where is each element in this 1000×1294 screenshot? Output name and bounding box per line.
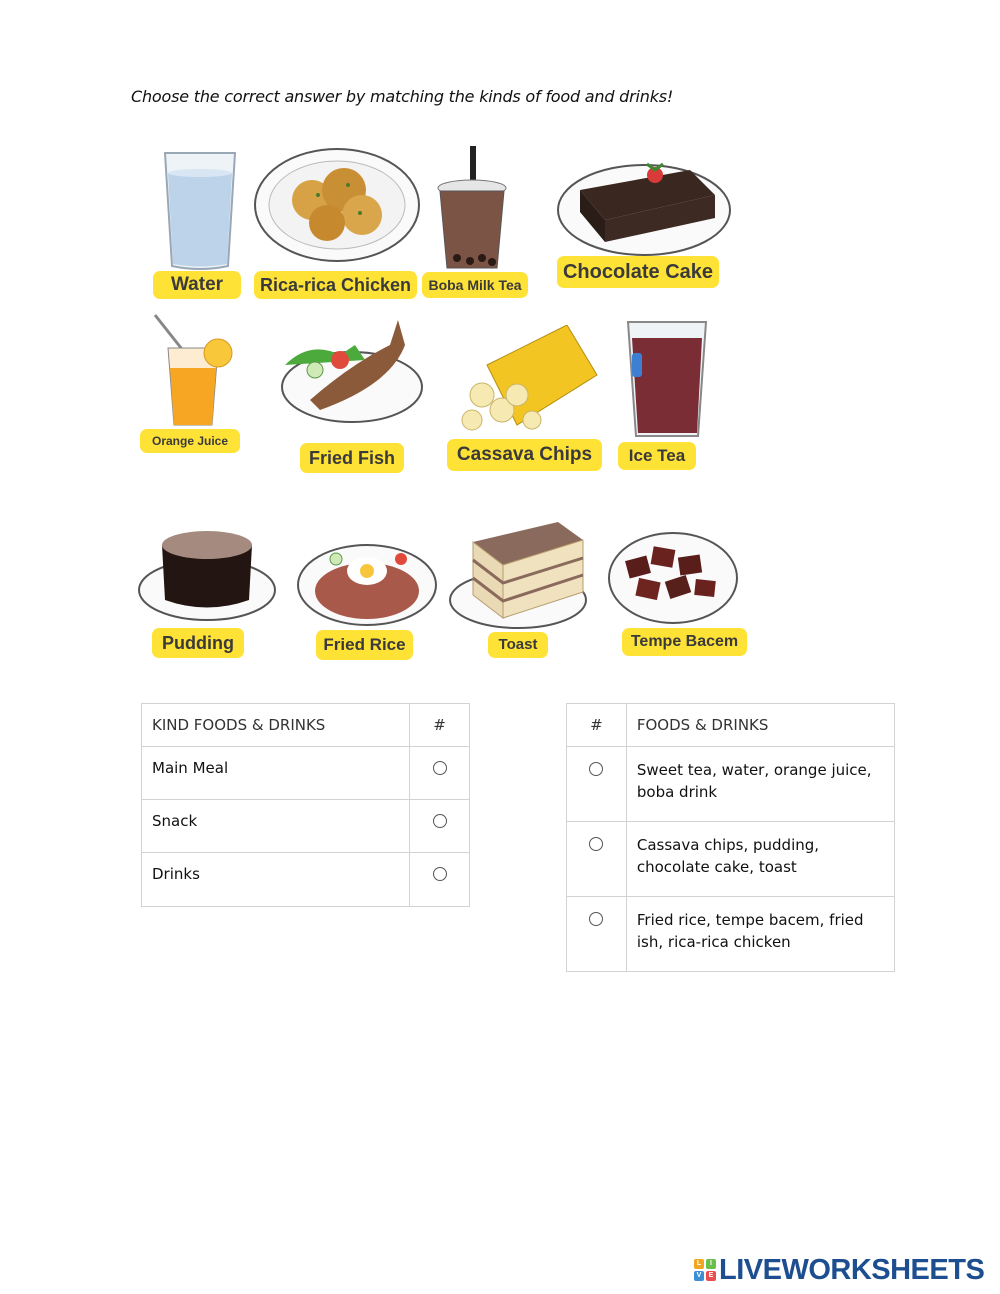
label-pudding: Pudding — [152, 628, 244, 658]
image-chocolate-cake — [555, 150, 733, 290]
image-toast — [448, 520, 588, 660]
pudding-icon — [137, 520, 277, 625]
ice-tea-icon — [618, 318, 713, 438]
label-ice-tea: Ice Tea — [618, 442, 696, 470]
tempe-bowl-icon — [607, 528, 752, 626]
logo-block: I — [706, 1259, 716, 1269]
logo-text: LIVEWORKSHEETS — [719, 1253, 985, 1286]
image-fried-rice — [296, 537, 438, 662]
label-fried-fish: Fried Fish — [300, 443, 404, 473]
label-fried-rice: Fried Rice — [316, 630, 413, 660]
radio-snack[interactable] — [433, 814, 447, 828]
orange-juice-icon — [140, 313, 245, 428]
answer-cell — [567, 897, 627, 972]
row-snack-list: Cassava chips, pudding, chocolate cake, toast — [626, 822, 894, 897]
radio-main-meal[interactable] — [433, 761, 447, 775]
right-table — [566, 703, 895, 972]
answer-cell — [410, 800, 470, 853]
header-number: # — [410, 704, 470, 747]
header-number: # — [567, 704, 627, 747]
chocolate-cake-icon — [555, 150, 733, 260]
radio-drinks-list[interactable] — [589, 762, 603, 776]
logo-block: E — [706, 1271, 716, 1281]
logo-block: L — [694, 1259, 704, 1269]
label-boba-milk-tea: Boba Milk Tea — [422, 272, 528, 298]
label-toast: Toast — [488, 632, 548, 658]
toast-icon — [448, 520, 588, 632]
label-cassava-chips: Cassava Chips — [447, 439, 602, 471]
image-tempe-bacem — [607, 528, 752, 660]
answer-cell — [410, 747, 470, 800]
boba-cup-icon — [422, 146, 530, 271]
label-water: Water — [153, 271, 241, 299]
chips-bag-icon — [447, 325, 607, 440]
row-main-meal: Main Meal — [142, 747, 410, 800]
liveworksheets-logo — [694, 1255, 984, 1285]
answer-cell — [410, 853, 470, 907]
image-ice-tea — [618, 318, 713, 473]
radio-drinks[interactable] — [433, 867, 447, 881]
fried-fish-icon — [280, 315, 425, 425]
water-glass-icon — [150, 148, 245, 273]
left-table — [141, 703, 470, 907]
answer-cell — [567, 747, 627, 822]
logo-blocks-icon — [694, 1259, 716, 1281]
label-chocolate-cake: Chocolate Cake — [557, 256, 719, 288]
logo-block: V — [694, 1271, 704, 1281]
label-orange-juice: Orange Juice — [140, 429, 240, 453]
image-rica-rica-chicken — [252, 145, 422, 300]
row-snack: Snack — [142, 800, 410, 853]
row-drinks: Drinks — [142, 853, 410, 907]
answer-cell — [567, 822, 627, 897]
label-tempe-bacem: Tempe Bacem — [622, 628, 747, 656]
image-water — [150, 148, 245, 303]
fried-rice-icon — [296, 537, 438, 627]
image-fried-fish — [280, 315, 425, 475]
row-main-meal-list: Fried rice, tempe bacem, fried ish, rica-rica chicken — [626, 897, 894, 972]
header-kind: KIND FOODS & DRINKS — [142, 704, 410, 747]
label-rica-rica-chicken: Rica-rica Chicken — [254, 271, 417, 299]
radio-snack-list[interactable] — [589, 837, 603, 851]
image-orange-juice — [140, 313, 245, 458]
row-drinks-list: Sweet tea, water, orange juice, boba drink — [626, 747, 894, 822]
radio-main-meal-list[interactable] — [589, 912, 603, 926]
image-cassava-chips — [447, 325, 607, 473]
header-foods: FOODS & DRINKS — [626, 704, 894, 747]
image-boba-milk-tea — [422, 146, 530, 301]
instruction-text: Choose the correct answer by matching the kinds of food and drinks! — [131, 87, 674, 106]
chicken-plate-icon — [252, 145, 422, 265]
image-pudding — [137, 520, 277, 660]
